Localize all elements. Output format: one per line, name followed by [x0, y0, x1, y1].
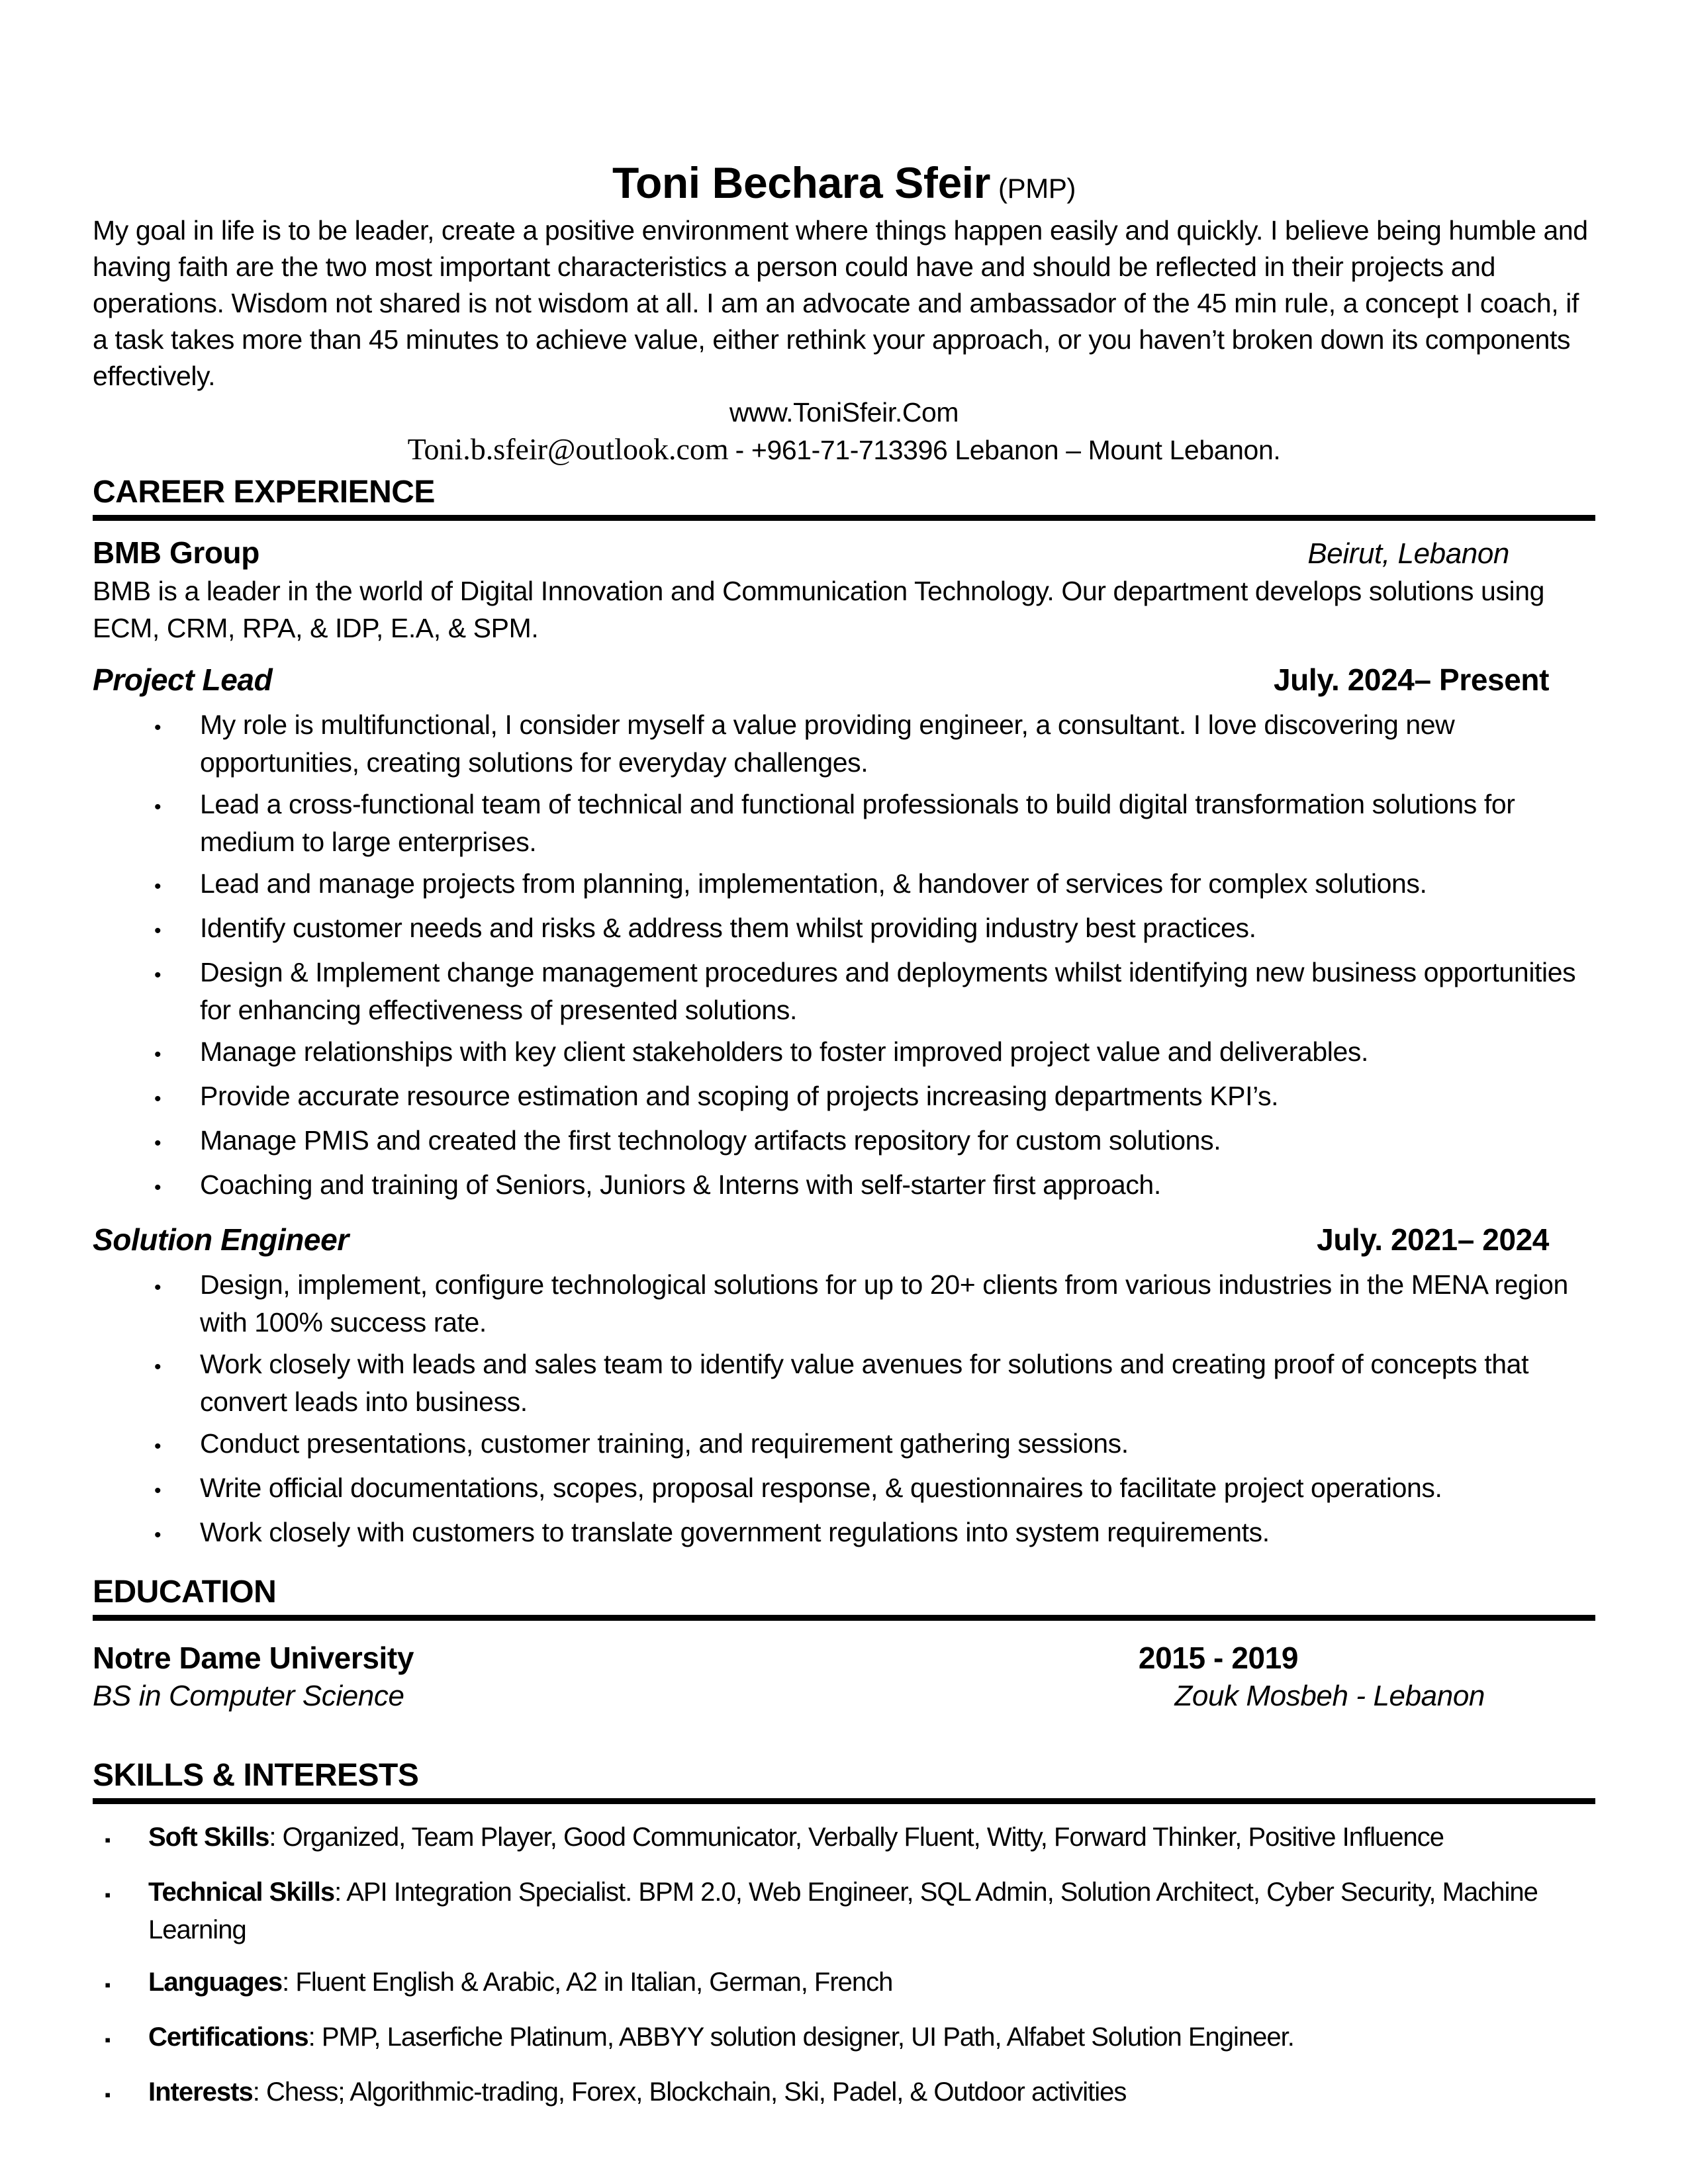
- skill-text: [148, 2019, 1595, 2056]
- skill-value: : API Integration Specialist. BPM 2.0, Web Engineer, SQL Admin, Solution Architect, Cyber Security, Machine Learning: [148, 1878, 1538, 1944]
- skill-value: : Fluent English & Arabic, A2 in Italian, German, French: [282, 1968, 893, 1997]
- section-heading-education: EDUCATION: [93, 1574, 277, 1610]
- education-degree-row: [93, 1678, 1595, 1715]
- bullet-text: Design, implement, configure technological solutions for up to 20+ clients from various industries in the MENA region with 100% success rate.: [200, 1269, 1568, 1338]
- school-name: Notre Dame University: [93, 1641, 414, 1675]
- role-bullet-list: [93, 706, 1595, 1206]
- credential-label: (PMP): [998, 173, 1076, 204]
- list-item: [93, 2019, 1595, 2059]
- role-row: [93, 661, 1595, 698]
- list-item: [93, 1266, 1595, 1342]
- role-dates: July. 2021– 2024: [1317, 1222, 1549, 1257]
- list-item: [93, 1345, 1595, 1421]
- bullet-text: Work closely with customers to translate government regulations into system requirements.: [200, 1517, 1270, 1547]
- bullet-text: Coaching and training of Seniors, Juniors & Interns with self-starter first approach.: [200, 1169, 1161, 1200]
- round-bullet-icon: •: [154, 1132, 162, 1154]
- bullet-text: Design & Implement change management procedures and deployments whilst identifying new business opportunities for enhancing effectiveness of presented solutions.: [200, 957, 1576, 1025]
- skills-list: [93, 1819, 1595, 2114]
- round-bullet-icon: •: [154, 1277, 162, 1298]
- round-bullet-icon: •: [154, 1356, 162, 1378]
- round-bullet-icon: •: [154, 1177, 162, 1199]
- list-item: [93, 1514, 1595, 1554]
- skill-value: : PMP, Laserfiche Platinum, ABBYY solution designer, UI Path, Alfabet Solution Engineer.: [308, 2023, 1294, 2052]
- skill-value: : Organized, Team Player, Good Communicator, Verbally Fluent, Witty, Forward Thinker, Positive Influence: [269, 1823, 1444, 1852]
- list-item: [93, 1819, 1595, 1859]
- skill-label: Technical Skills: [148, 1878, 335, 1907]
- bullet-text: Conduct presentations, customer training, and requirement gathering sessions.: [200, 1428, 1129, 1459]
- skill-value: : Chess; Algorithmic-trading, Forex, Blockchain, Ski, Padel, & Outdoor activities: [252, 2077, 1127, 2107]
- company-name: BMB Group: [93, 535, 259, 570]
- list-item: [93, 1077, 1595, 1118]
- round-bullet-icon: •: [154, 1524, 162, 1546]
- round-bullet-icon: •: [154, 796, 162, 818]
- bullet-text: Manage relationships with key client stakeholders to foster improved project value and deliverables.: [200, 1036, 1368, 1067]
- round-bullet-icon: •: [154, 1435, 162, 1457]
- list-item: [93, 786, 1595, 861]
- bullet-text: Write official documentations, scopes, proposal response, & questionnaires to facilitate project operations.: [200, 1473, 1442, 1503]
- skill-text: [148, 1964, 1595, 2001]
- degree-name: BS in Computer Science: [93, 1680, 404, 1712]
- company-description: BMB is a leader in the world of Digital Innovation and Communication Technology. Our department develops solutions using ECM, CRM, RPA, & IDP, E.A, & SPM.: [93, 576, 1545, 643]
- round-bullet-icon: •: [154, 717, 162, 739]
- list-item: [93, 1874, 1595, 1949]
- square-bullet-icon: ▪: [105, 1830, 111, 1850]
- list-item: [93, 954, 1595, 1029]
- education-years: 2015 - 2019: [1138, 1641, 1299, 1675]
- square-bullet-icon: ▪: [105, 1975, 111, 1995]
- list-item: [93, 1166, 1595, 1206]
- skill-text: [148, 1874, 1595, 1949]
- bullet-text: Provide accurate resource estimation and scoping of projects increasing departments KPI’s.: [200, 1081, 1279, 1111]
- skill-label: Interests: [148, 2077, 253, 2107]
- list-item: [93, 1122, 1595, 1162]
- person-name: Toni Bechara Sfeir: [612, 158, 991, 207]
- education-school-row: [93, 1639, 1595, 1678]
- summary-text: My goal in life is to be leader, create a positive environment where things happen easily and quickly. I believe being humble and having faith are the two most important characteristics a person could have and should be reflected in their projects and operations. Wisdom not shared is not wisdom at all. I am an advocate and ambassador of the 45 min rule, a concept I coach, if a task takes more than 45 minutes to achieve value, either rethink your approach, or you haven’t broken down its components effectively.: [93, 215, 1588, 391]
- round-bullet-icon: •: [154, 1088, 162, 1110]
- list-item: [93, 1964, 1595, 2004]
- company-row: [93, 534, 1595, 572]
- phone-location-text: - +961-71-713396 Lebanon – Mount Lebanon.: [735, 435, 1281, 465]
- role-title: Project Lead: [93, 662, 273, 697]
- role-row: [93, 1221, 1595, 1258]
- role-dates: July. 2024– Present: [1273, 662, 1549, 697]
- role-title: Solution Engineer: [93, 1222, 349, 1257]
- list-item: [93, 1469, 1595, 1510]
- list-item: [93, 1425, 1595, 1465]
- section-rule: [93, 1798, 1595, 1804]
- round-bullet-icon: •: [154, 876, 162, 897]
- list-item: [93, 865, 1595, 905]
- bullet-text: My role is multifunctional, I consider myself a value providing engineer, a consultant. I love discovering new opportunities, creating solutions for everyday challenges.: [200, 709, 1455, 778]
- list-item: [93, 706, 1595, 782]
- role-bullet-list: [93, 1266, 1595, 1554]
- round-bullet-icon: •: [154, 920, 162, 942]
- company-location: Beirut, Lebanon: [1307, 537, 1509, 570]
- bullet-text: Manage PMIS and created the first technology artifacts repository for custom solutions.: [200, 1125, 1221, 1156]
- section-heading-career: CAREER EXPERIENCE: [93, 475, 435, 510]
- list-item: [93, 2073, 1595, 2114]
- round-bullet-icon: •: [154, 1480, 162, 1502]
- skill-label: Soft Skills: [148, 1823, 269, 1852]
- skill-label: Certifications: [148, 2023, 308, 2052]
- square-bullet-icon: ▪: [105, 2085, 111, 2105]
- section-rule: [93, 515, 1595, 521]
- round-bullet-icon: •: [154, 964, 162, 986]
- bullet-text: Identify customer needs and risks & address them whilst providing industry best practices.: [200, 913, 1256, 943]
- email-text: Toni.b.sfeir@outlook.com: [407, 432, 729, 466]
- square-bullet-icon: ▪: [105, 2030, 111, 2050]
- skill-text: [148, 2073, 1595, 2111]
- website-line: [93, 394, 1595, 431]
- bullet-text: Lead a cross-functional team of technical and functional professionals to build digital transformation solutions for medium to large enterprises.: [200, 789, 1515, 857]
- square-bullet-icon: ▪: [105, 1885, 111, 1905]
- bullet-text: Lead and manage projects from planning, implementation, & handover of services for complex solutions.: [200, 868, 1427, 899]
- skill-text: [148, 1819, 1595, 1856]
- section-rule: [93, 1615, 1595, 1621]
- education-location: Zouk Mosbeh - Lebanon: [1174, 1680, 1485, 1712]
- website-text: www.ToniSfeir.Com: [729, 397, 959, 428]
- list-item: [93, 909, 1595, 950]
- bullet-text: Work closely with leads and sales team to identify value avenues for solutions and creating proof of concepts that convert leads into business.: [200, 1349, 1529, 1417]
- list-item: [93, 1033, 1595, 1073]
- section-heading-skills: SKILLS & INTERESTS: [93, 1758, 419, 1793]
- page-title: [93, 159, 1595, 212]
- contact-line: [93, 431, 1595, 469]
- round-bullet-icon: •: [154, 1044, 162, 1066]
- skill-label: Languages: [148, 1968, 283, 1997]
